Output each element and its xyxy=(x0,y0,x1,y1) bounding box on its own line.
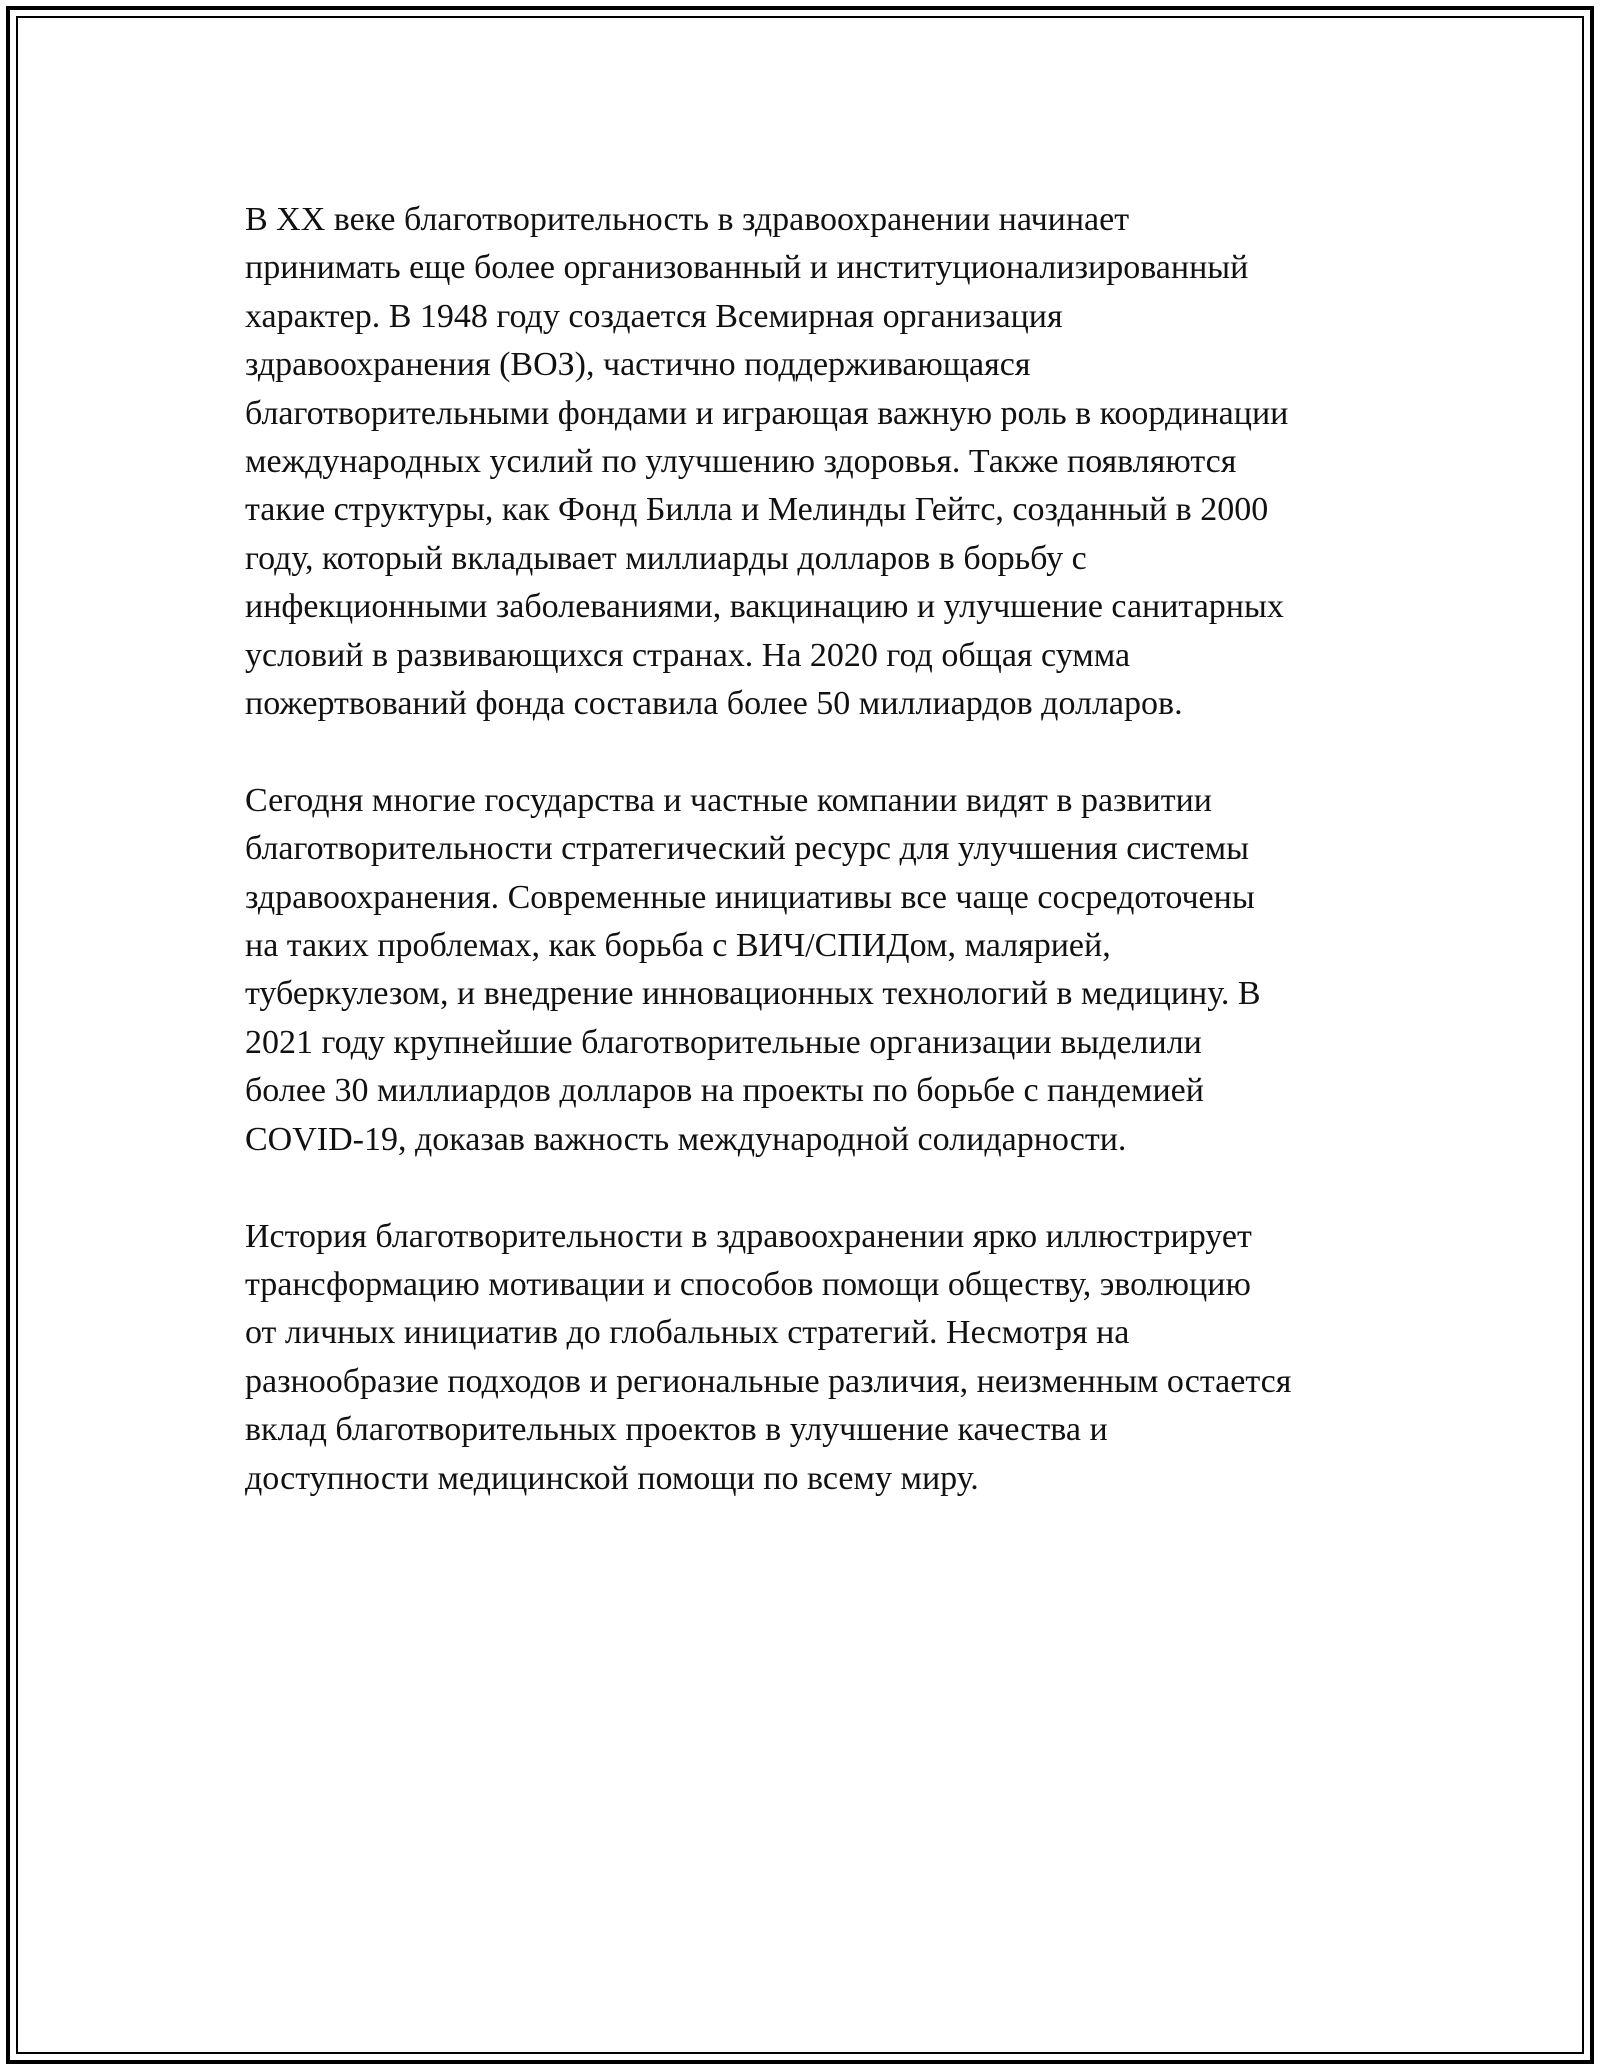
text-line: туберкулезом, и внедрение инновационных технологий в медицину. В xyxy=(245,975,1261,1013)
text-line: от личных инициатив до глобальных стратегий. Несмотря на xyxy=(245,1314,1130,1352)
text-line: более 30 миллиардов долларов на проекты по борьбе с пандемией xyxy=(245,1072,1204,1110)
text-line: В XX веке благотворительность в здравоохранении начинает xyxy=(245,201,1130,238)
text-line: международных усилий по улучшению здоровья. Также появляются xyxy=(245,443,1237,481)
text-line: характер. В 1948 году создается Всемирная организация xyxy=(245,297,1063,335)
text-line: принимать еще более организованный и институционализированный xyxy=(245,249,1249,287)
text-line: 2021 году крупнейшие благотворительные организации выделили xyxy=(245,1023,1202,1061)
text-line: трансформацию мотивации и способов помощи обществу, эволюцию xyxy=(245,1265,1251,1303)
text-line: такие структуры, как Фонд Билла и Мелинды Гейтс, созданный в 2000 xyxy=(245,491,1269,529)
text-line: вклад благотворительных проектов в улучшение качества и xyxy=(245,1411,1108,1449)
text-line: пожертвований фонда составила более 50 миллиардов долларов. xyxy=(245,685,1183,723)
text-line: благотворительными фондами и играющая важную роль в координации xyxy=(245,394,1289,432)
text-line: на таких проблемах, как борьба с ВИЧ/СПИДом, малярией, xyxy=(245,927,1111,965)
paragraph-2 xyxy=(245,777,1420,1164)
text-line: благотворительности стратегический ресурс для улучшения системы xyxy=(245,830,1249,868)
text-line: условий в развивающихся странах. На 2020 год общая сумма xyxy=(245,636,1131,674)
text-line: инфекционными заболеваниями, вакцинацию и улучшение санитарных xyxy=(245,588,1284,626)
text-line: году, который вкладывает миллиарды долларов в борьбу с xyxy=(245,539,1087,577)
paragraph-3 xyxy=(245,1213,1420,1503)
text-line: разнообразие подходов и региональные различия, неизменным остается xyxy=(245,1362,1292,1400)
document-body xyxy=(245,196,1420,1551)
text-line: здравоохранения. Современные инициативы все чаще сосредоточены xyxy=(245,878,1255,916)
text-line: доступности медицинской помощи по всему миру. xyxy=(245,1459,979,1497)
text-line: здравоохранения (ВОЗ), частично поддерживающаяся xyxy=(245,346,1031,384)
text-line: Сегодня многие государства и частные компании видят в развитии xyxy=(245,781,1212,819)
paragraph-1 xyxy=(245,196,1420,728)
text-line: COVID-19, доказав важность международной солидарности. xyxy=(245,1120,1127,1158)
page-frame xyxy=(6,6,1594,2064)
text-line: История благотворительности в здравоохранении ярко иллюстрирует xyxy=(245,1217,1252,1255)
